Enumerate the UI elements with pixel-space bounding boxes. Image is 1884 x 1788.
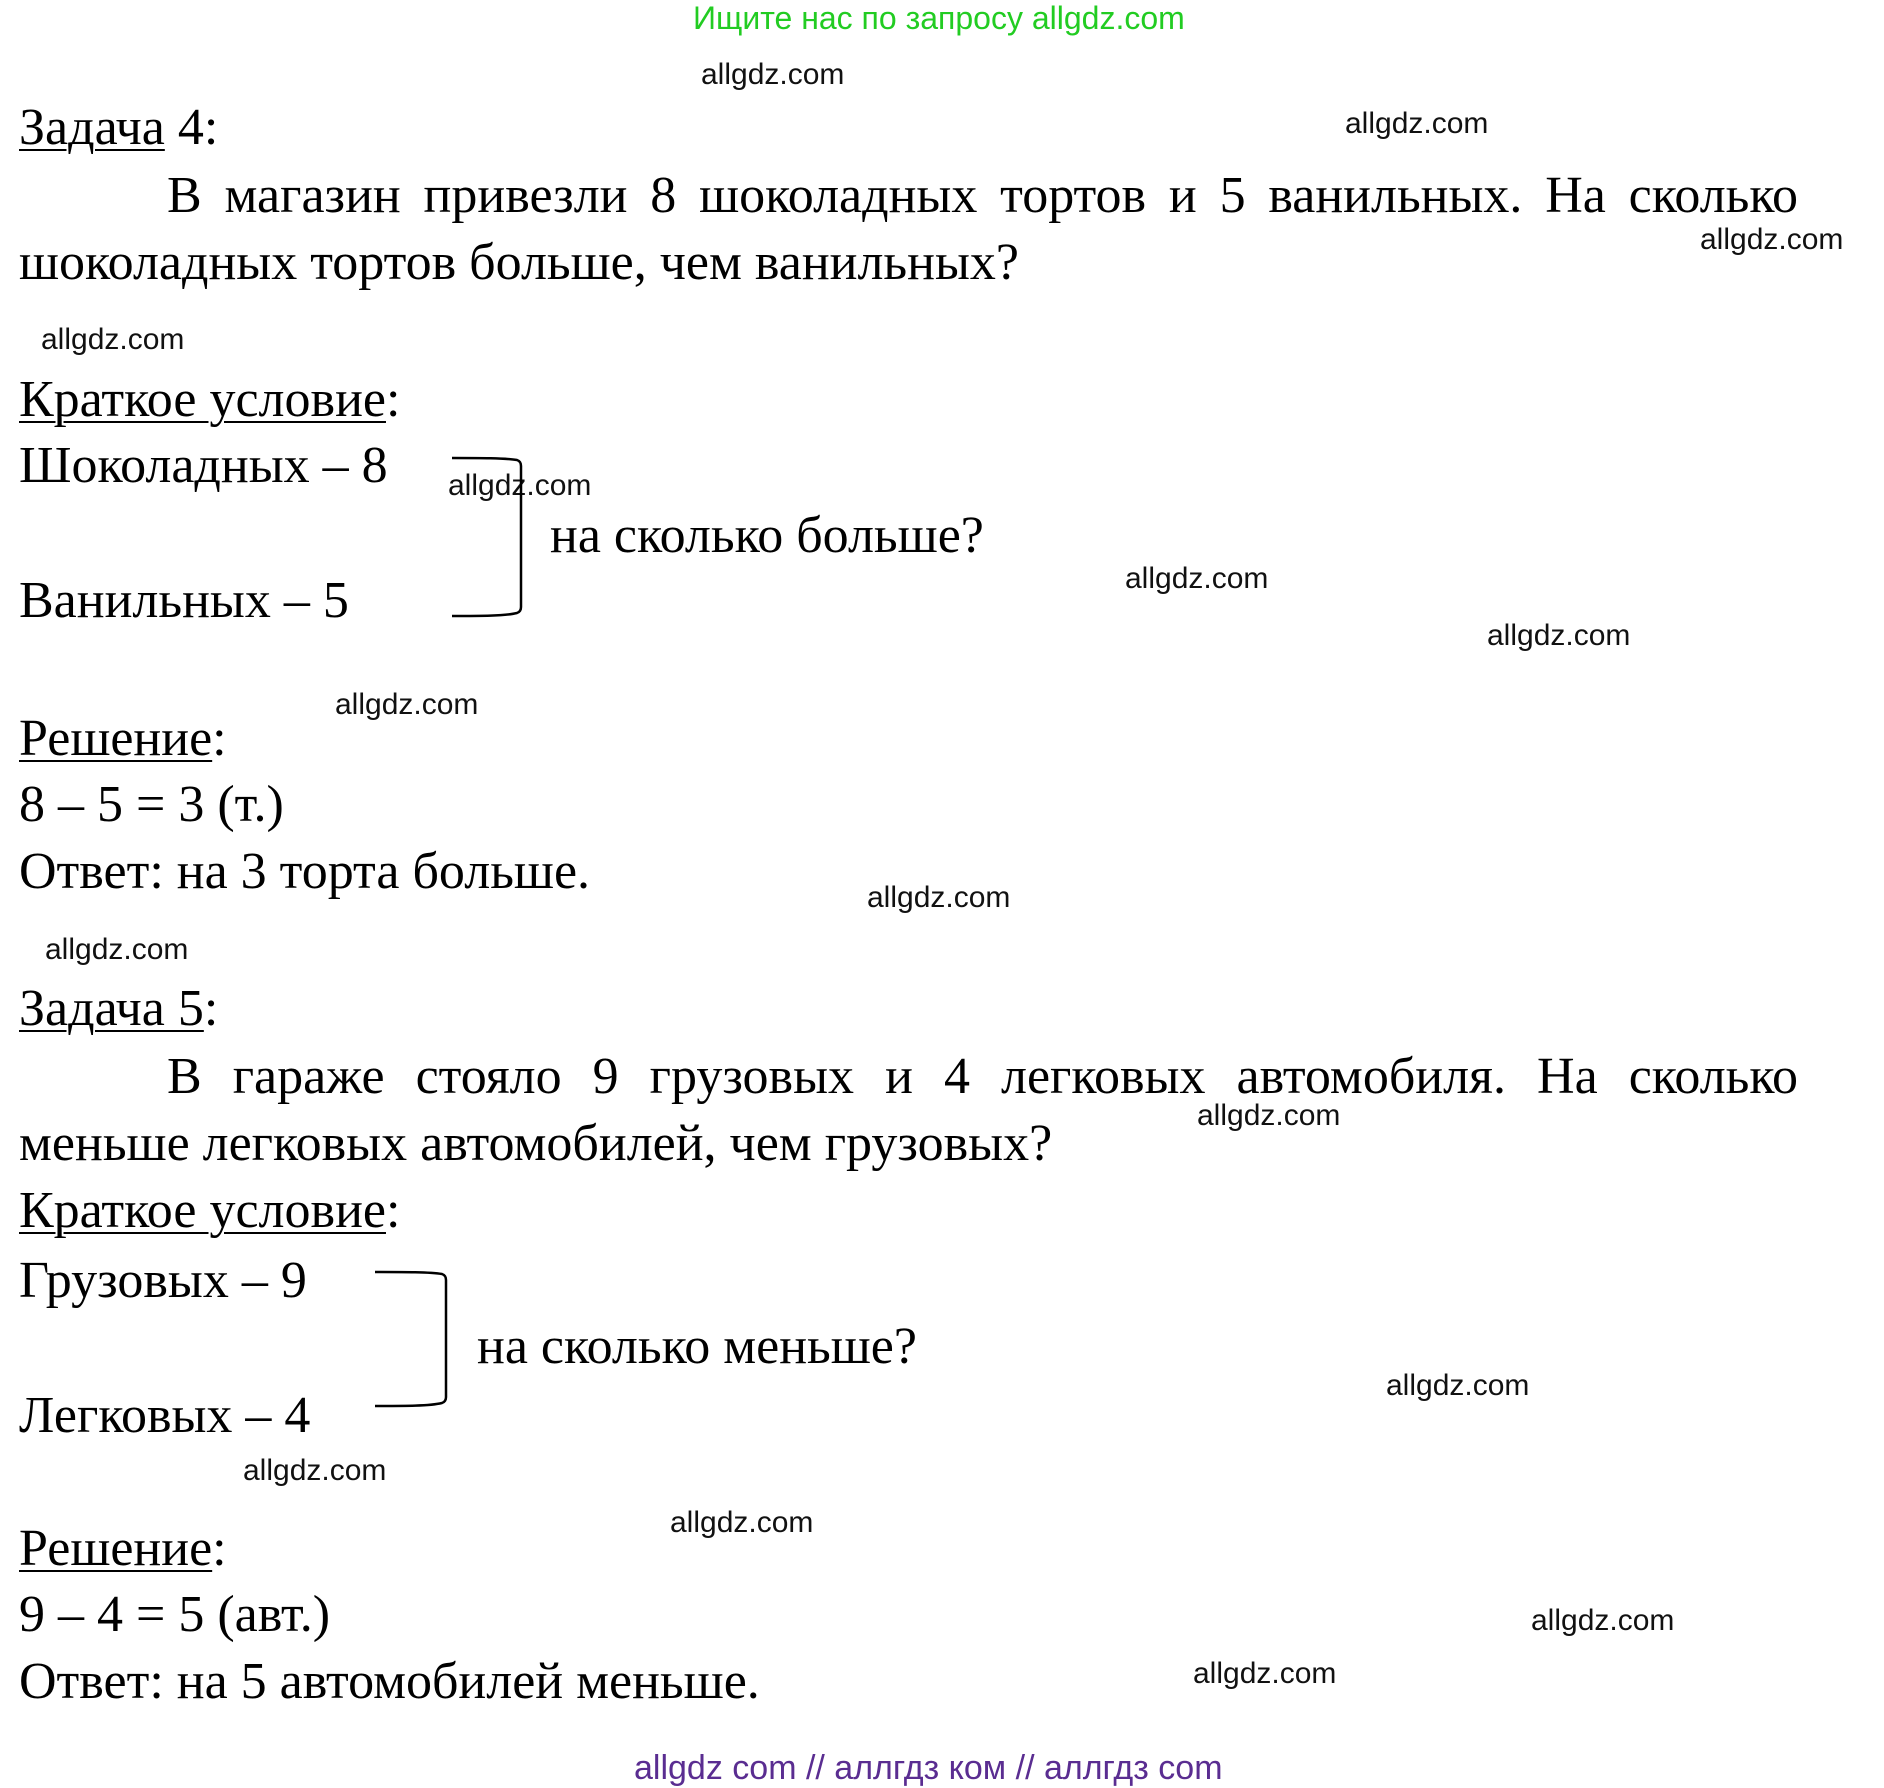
task5-solution-heading-word: Решение bbox=[19, 1520, 213, 1577]
task4-condition-line-1: Шоколадных – 8 bbox=[19, 437, 388, 494]
task4-text: В магазин привезли 8 шоколадных тортов и 5 ванильных. На сколько шоколадных тортов больше, чем ванильных? bbox=[19, 167, 1798, 291]
task5-brief-heading-word: Краткое условие bbox=[19, 1182, 386, 1239]
watermark: allgdz.com bbox=[670, 1506, 814, 1539]
watermark: allgdz.com bbox=[45, 933, 189, 966]
search-banner[interactable]: Ищите нас по запросу allgdz.com bbox=[693, 0, 1185, 36]
task5-condition-line-2: Легковых – 4 bbox=[19, 1387, 311, 1444]
task4-solution-colon: : bbox=[212, 710, 227, 767]
watermark: allgdz.com bbox=[1386, 1369, 1530, 1402]
task4-heading-colon: : bbox=[203, 99, 219, 156]
watermark: allgdz.com bbox=[448, 469, 592, 502]
watermark: allgdz.com bbox=[1487, 619, 1631, 652]
watermark: allgdz.com bbox=[1531, 1604, 1675, 1637]
watermark: allgdz.com bbox=[1125, 562, 1269, 595]
watermark: allgdz.com bbox=[335, 688, 479, 721]
watermark: allgdz.com bbox=[1345, 107, 1489, 140]
task5-answer: Ответ: на 5 автомобилей меньше. bbox=[19, 1653, 760, 1710]
task4-number: 4 bbox=[177, 99, 204, 156]
task5-condition-line-1: Грузовых – 9 bbox=[19, 1252, 307, 1309]
footer-links[interactable]: allgdz com // аллгдз ком // аллгдз com bbox=[634, 1749, 1223, 1787]
task5-solution-heading bbox=[19, 1519, 227, 1579]
task5-brief-colon: : bbox=[385, 1182, 401, 1239]
watermark: allgdz.com bbox=[41, 323, 185, 356]
watermark: allgdz.com bbox=[867, 881, 1011, 914]
watermark: allgdz.com bbox=[1193, 1657, 1337, 1690]
watermark: allgdz.com bbox=[1197, 1099, 1341, 1132]
task5-question: на сколько меньше? bbox=[477, 1318, 917, 1375]
task4-solution: 8 – 5 = 3 (т.) bbox=[19, 776, 284, 833]
task5-text: В гараже стояло 9 грузовых и 4 легковых автомобиля. На сколько меньше легковых автомобилей, чем грузовых? bbox=[19, 1048, 1798, 1172]
task4-heading-word: Задача bbox=[19, 99, 165, 156]
watermark: allgdz.com bbox=[243, 1454, 387, 1487]
task5-solution-colon: : bbox=[212, 1520, 227, 1577]
task5-heading-colon: : bbox=[203, 980, 219, 1037]
task4-brief-colon: : bbox=[385, 371, 401, 428]
task4-question: на сколько больше? bbox=[550, 507, 984, 564]
task4-condition-line-2: Ванильных – 5 bbox=[19, 572, 349, 629]
task4-brief-heading-word: Краткое условие bbox=[19, 371, 386, 428]
task4-answer: Ответ: на 3 торта больше. bbox=[19, 843, 591, 900]
task4-solution-heading-word: Решение bbox=[19, 710, 213, 767]
task5-solution: 9 – 4 = 5 (авт.) bbox=[19, 1586, 331, 1643]
watermark: allgdz.com bbox=[1700, 223, 1844, 256]
task5-heading-word: Задача 5 bbox=[19, 980, 204, 1037]
watermark: allgdz.com bbox=[701, 58, 845, 91]
